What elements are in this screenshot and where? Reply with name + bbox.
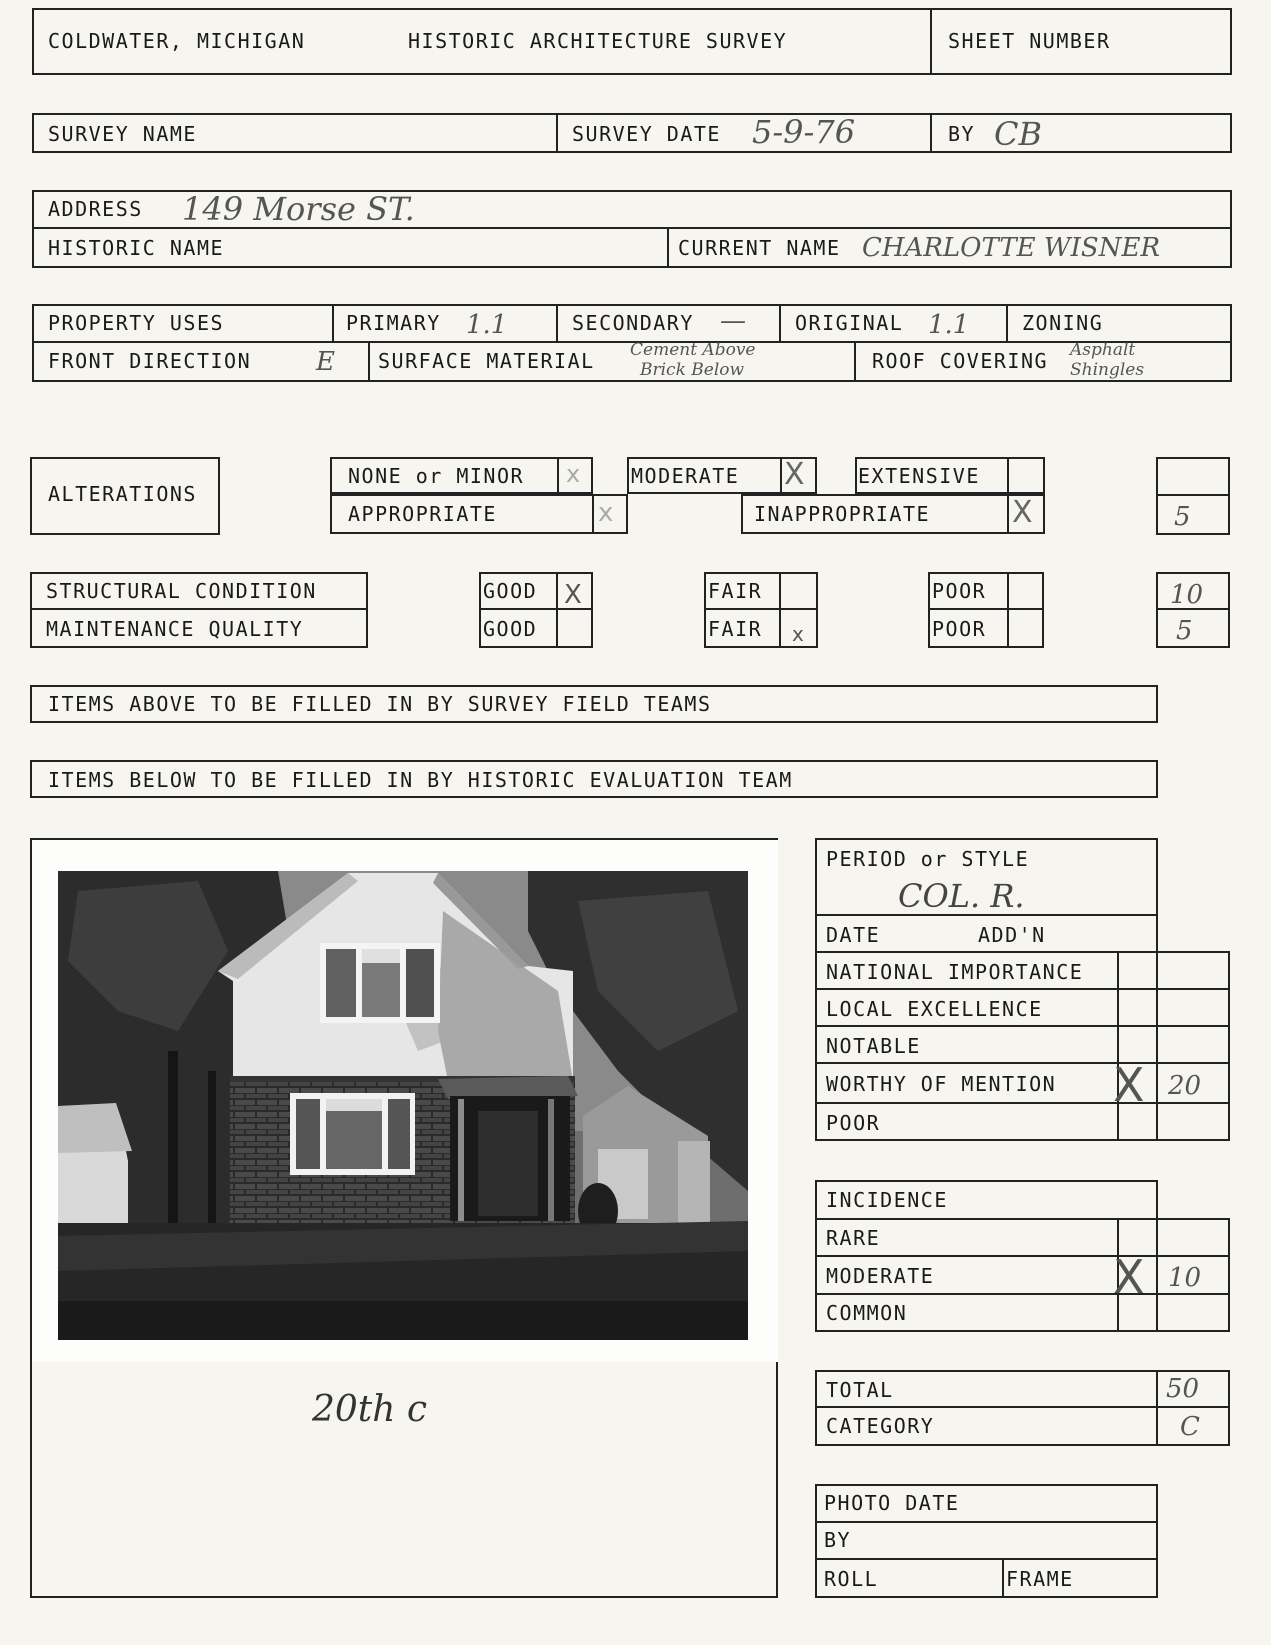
current-name-value: CHARLOTTE WISNER xyxy=(862,233,1161,263)
current-name-label: CURRENT NAME xyxy=(678,236,841,260)
frame-label: FRAME xyxy=(1006,1567,1074,1591)
zoning-label: ZONING xyxy=(1022,311,1104,335)
none-minor-label: NONE or MINOR xyxy=(348,464,525,488)
extensive-label: EXTENSIVE xyxy=(858,464,980,488)
survey-date-value: 5-9-76 xyxy=(752,113,856,151)
property-uses-label: PROPERTY USES xyxy=(48,311,225,335)
incidence-moderate-label: MODERATE xyxy=(826,1264,935,1288)
property-divider-original xyxy=(779,304,781,341)
evaluation-row-3 xyxy=(815,1062,1230,1064)
incidence-row-2 xyxy=(815,1293,1230,1295)
category-value: C xyxy=(1180,1412,1200,1442)
photo-by-label: BY xyxy=(824,1528,852,1552)
property-divider-zoning xyxy=(1006,304,1008,341)
evaluation-row-4 xyxy=(815,1102,1230,1104)
historic-name-label: HISTORIC NAME xyxy=(48,236,225,260)
maintenance-quality-label: MAINTENANCE QUALITY xyxy=(46,617,304,641)
incidence-label: INCIDENCE xyxy=(826,1188,948,1212)
period-label: PERIOD or STYLE xyxy=(826,847,1030,871)
poor-checkbox-divider xyxy=(1007,572,1009,648)
structural-good-mark: X xyxy=(564,580,582,610)
structural-condition-label: STRUCTURAL CONDITION xyxy=(46,579,317,603)
photo-date-label: PHOTO DATE xyxy=(824,1491,960,1515)
header-city: COLDWATER, MICHIGAN xyxy=(48,29,306,53)
eval-date-label: DATE xyxy=(826,923,881,947)
moderate-checkbox-divider xyxy=(780,457,782,494)
totals-divider xyxy=(815,1406,1230,1408)
rare-label: RARE xyxy=(826,1226,881,1250)
inappropriate-checkbox-divider xyxy=(1007,494,1009,534)
incidence-col-divider-2 xyxy=(1156,1218,1158,1332)
property-divider-surface xyxy=(368,341,370,382)
photo-info-row-2 xyxy=(815,1558,1158,1560)
worthy-of-mention-label: WORTHY OF MENTION xyxy=(826,1072,1057,1096)
national-importance-label: NATIONAL IMPORTANCE xyxy=(826,960,1084,984)
local-excellence-label: LOCAL EXCELLENCE xyxy=(826,997,1043,1021)
eval-poor-label: POOR xyxy=(826,1111,881,1135)
roof-covering-line2: Shingles xyxy=(1070,360,1145,380)
appropriate-checkbox-divider xyxy=(592,494,594,534)
front-direction-value: E xyxy=(316,347,335,377)
good-label-maintenance: GOOD xyxy=(483,617,538,641)
moderate-mark: X xyxy=(784,457,805,492)
appropriate-mark: x xyxy=(598,498,614,528)
survey-name-label: SURVEY NAME xyxy=(48,122,197,146)
survey-divider-1 xyxy=(556,113,558,153)
incidence-moderate-score: 10 xyxy=(1168,1263,1202,1293)
alterations-score: 5 xyxy=(1174,502,1191,532)
category-label: CATEGORY xyxy=(826,1414,935,1438)
front-direction-label: FRONT DIRECTION xyxy=(48,349,252,373)
house-photo xyxy=(58,871,748,1340)
header-divider xyxy=(930,8,932,75)
appropriate-label: APPROPRIATE xyxy=(348,502,497,526)
note-below: ITEMS BELOW TO BE FILLED IN BY HISTORIC EVALUATION TEAM xyxy=(48,768,793,792)
address-value: 149 Morse ST. xyxy=(182,190,415,228)
total-label: TOTAL xyxy=(826,1378,894,1402)
fair-label-structural: FAIR xyxy=(708,579,763,603)
moderate-label: MODERATE xyxy=(631,464,740,488)
property-divider-secondary xyxy=(556,304,558,341)
evaluation-row-2 xyxy=(815,1025,1230,1027)
condition-label-divider xyxy=(30,608,368,610)
inappropriate-mark: X xyxy=(1012,495,1033,530)
evaluation-col-divider-1 xyxy=(1117,951,1119,1141)
secondary-value: — xyxy=(720,306,746,336)
roof-covering-label: ROOF COVERING xyxy=(872,349,1049,373)
roof-covering-line1: Asphalt xyxy=(1070,340,1136,360)
photo-info-col-divider xyxy=(1002,1558,1004,1598)
incidence-moderate-mark: X xyxy=(1113,1250,1145,1304)
worthy-score: 20 xyxy=(1168,1071,1202,1101)
surface-material-line1: Cement Above xyxy=(630,340,756,360)
alterations-score-divider xyxy=(1156,494,1230,496)
sheet-number-label: SHEET NUMBER xyxy=(948,29,1111,53)
photo-info-row-1 xyxy=(815,1521,1158,1523)
notable-label: NOTABLE xyxy=(826,1034,921,1058)
incidence-row-1 xyxy=(815,1255,1230,1257)
poor-row-divider xyxy=(928,608,1044,610)
eval-date-value: ADD'N xyxy=(978,923,1046,947)
property-divider-primary xyxy=(332,304,334,341)
secondary-label: SECONDARY xyxy=(572,311,694,335)
address-label: ADDRESS xyxy=(48,197,143,221)
none-minor-checkbox-divider xyxy=(557,457,559,494)
maintenance-fair-mark: x xyxy=(792,622,804,646)
alterations-label: ALTERATIONS xyxy=(48,482,197,506)
total-value: 50 xyxy=(1166,1374,1200,1404)
original-label: ORIGINAL xyxy=(795,311,904,335)
property-divider-roof xyxy=(854,341,856,382)
primary-value: 1.1 xyxy=(466,310,508,340)
none-minor-mark: x xyxy=(566,460,581,488)
note-above: ITEMS ABOVE TO BE FILLED IN BY SURVEY FIELD TEAMS xyxy=(48,692,712,716)
survey-by-label: BY xyxy=(948,122,976,146)
survey-date-label: SURVEY DATE xyxy=(572,122,721,146)
survey-by-value: CB xyxy=(994,115,1042,153)
good-checkbox-divider xyxy=(556,572,558,648)
common-label: COMMON xyxy=(826,1301,908,1325)
surface-material-label: SURFACE MATERIAL xyxy=(378,349,595,373)
maintenance-score: 5 xyxy=(1176,616,1193,646)
poor-label-maintenance: POOR xyxy=(932,617,987,641)
period-value: COL. R. xyxy=(898,877,1025,915)
fair-checkbox-divider xyxy=(779,572,781,648)
alterations-score-box xyxy=(1156,457,1230,535)
worthy-mark: X xyxy=(1113,1058,1145,1112)
photo-caption: 20th c xyxy=(312,1389,428,1430)
surface-material-line2: Brick Below xyxy=(640,360,745,380)
fair-row-divider xyxy=(704,608,818,610)
structural-score: 10 xyxy=(1170,580,1204,610)
evaluation-row-1 xyxy=(815,988,1230,990)
roll-label: ROLL xyxy=(824,1567,879,1591)
address-col-divider xyxy=(667,227,669,268)
original-value: 1.1 xyxy=(928,310,970,340)
primary-label: PRIMARY xyxy=(346,311,441,335)
good-label-structural: GOOD xyxy=(483,579,538,603)
totals-col-divider xyxy=(1156,1370,1158,1446)
poor-label-structural: POOR xyxy=(932,579,987,603)
header-survey-title: HISTORIC ARCHITECTURE SURVEY xyxy=(408,29,788,53)
fair-label-maintenance: FAIR xyxy=(708,617,763,641)
evaluation-col-divider-2 xyxy=(1156,951,1158,1141)
inappropriate-label: INAPPROPRIATE xyxy=(754,502,931,526)
extensive-checkbox-divider xyxy=(1007,457,1009,494)
survey-divider-2 xyxy=(930,113,932,153)
